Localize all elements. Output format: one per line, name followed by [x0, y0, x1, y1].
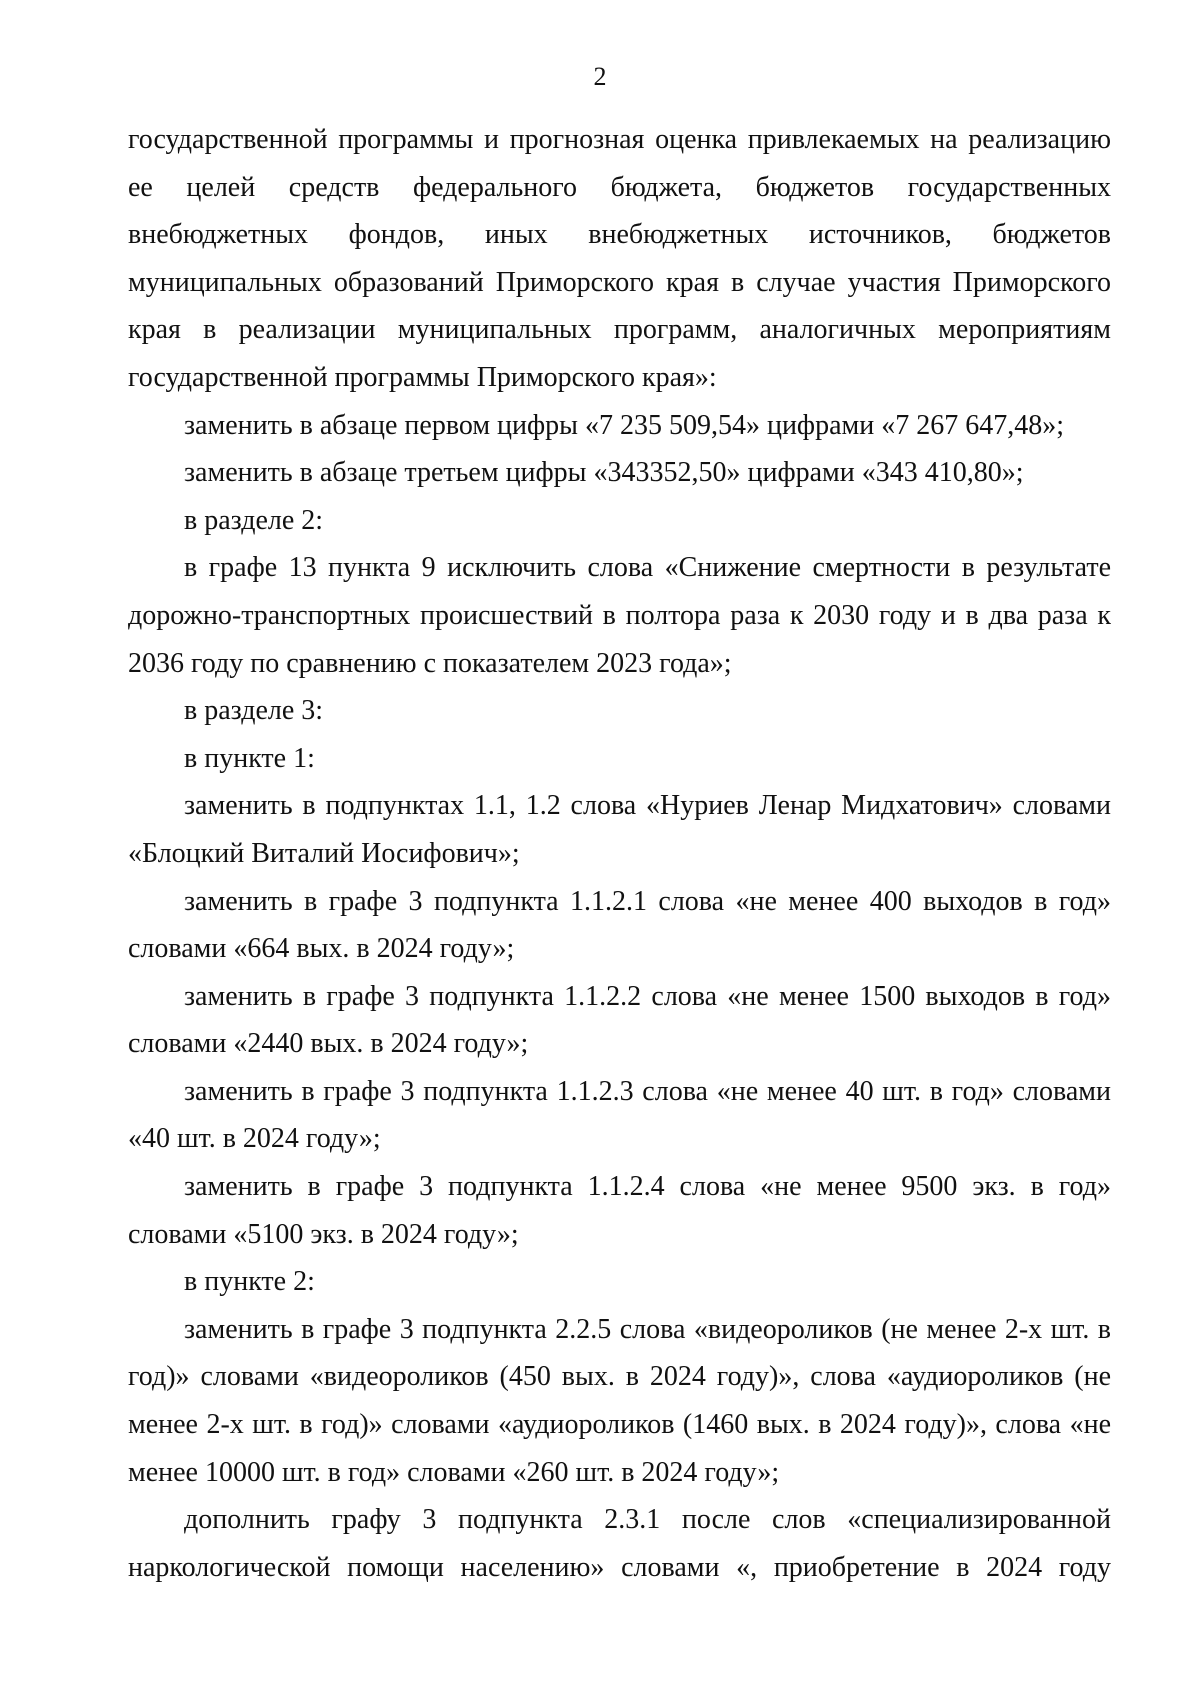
paragraph-replace-first-abzac: заменить в абзаце первом цифры «7 235 509,54» цифрами «7 267 647,48»;: [184, 409, 1064, 441]
paragraph-subitem-2-2-5: заменить в графе 3 подпункта 2.2.5 слова «видеороликов (не менее 2-х шт. в год)» словами «видеороликов (450 вых. в 2024 году)», слова «аудиороликов (не менее 2-х шт. в год)» словами «аудиороликов (1460 вых. в 2024 году)», слова «не менее 10000 шт. в год» словами «260 шт. в 2024 году»;: [128, 1313, 1111, 1488]
paragraph-subitems-1-1-1-2: заменить в подпунктах 1.1, 1.2 слова «Нуриев Ленар Мидхатович» словами «Блоцкий Виталий Иосифович»;: [128, 790, 1111, 869]
document-body: [128, 116, 1111, 1591]
paragraph-replace-third-abzac: заменить в абзаце третьем цифры «343352,50» цифрами «343 410,80»;: [184, 457, 1024, 489]
paragraph-subitem-1-1-2-3: заменить в графе 3 подпункта 1.1.2.3 слова «не менее 40 шт. в год» словами «40 шт. в 2024 году»;: [128, 1075, 1111, 1155]
paragraph-subitem-1-1-2-2: заменить в графе 3 подпункта 1.1.2.2 слова «не менее 1500 выходов в год» словами «2440 вых. в 2024 году»;: [128, 980, 1111, 1060]
paragraph-column-13-item-9: в графе 13 пункта 9 исключить слова «Снижение смертности в результате дорожно-транспортных происшествий в полтора раза к 2030 году и в два раза к 2036 году по сравнению с показателем 2023 года»;: [128, 552, 1111, 679]
paragraph-subitem-2-3-1: дополнить графу 3 подпункта 2.3.1 после слов «специализированной наркологической помощи населению» словами «, приобретение в 2024 году: [128, 1504, 1111, 1583]
paragraph-section-2: в разделе 2:: [184, 504, 324, 536]
paragraph-section-3: в разделе 3:: [184, 695, 324, 727]
paragraph-subitem-1-1-2-1: заменить в графе 3 подпункта 1.1.2.1 слова «не менее 400 выходов в год» словами «664 вых. в 2024 году»;: [128, 885, 1111, 965]
paragraph-subitem-1-1-2-4: заменить в графе 3 подпункта 1.1.2.4 слова «не менее 9500 экз. в год» словами «5100 экз. в 2024 году»;: [128, 1171, 1111, 1250]
paragraph-item-2: в пункте 2:: [184, 1266, 315, 1298]
paragraph-program-estimate: государственной программы и прогнозная оценка привлекаемых на реализацию ее целей средств федерального бюджета, бюджетов государственных внебюджетных фондов, иных внебюджетных источников, бюджетов муниципальных образований Приморского края в случае участия Приморского края в реализации муниципальных программ, аналогичных мероприятиям государственной программы Приморского края»:: [128, 124, 1111, 393]
paragraph-item-1: в пункте 1:: [184, 742, 315, 774]
page-number: 2: [593, 62, 607, 91]
